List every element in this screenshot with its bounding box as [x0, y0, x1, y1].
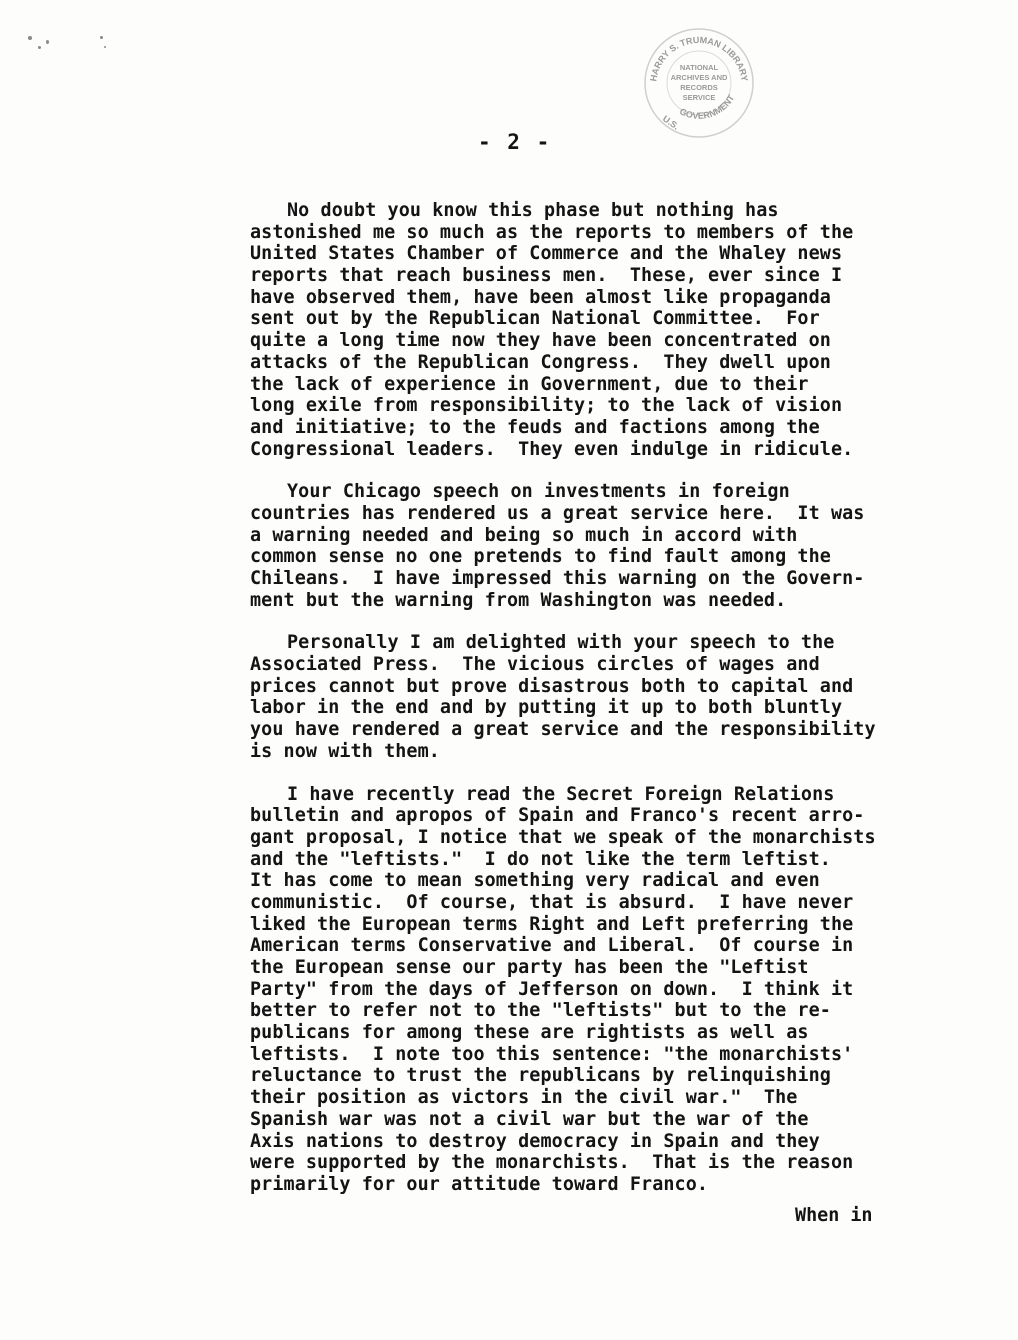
text-line: ment but the warning from Washington was needed. [250, 589, 787, 611]
paper-speck [38, 46, 41, 49]
stamp-line-service: SERVICE [682, 93, 716, 102]
archives-stamp-seal [640, 24, 758, 142]
text-line: reluctance to trust the republicans by relinquishing [250, 1065, 831, 1087]
text-line: Chileans. I have impressed this warning on the Govern- [250, 568, 865, 589]
page-number: - 2 - [478, 130, 552, 154]
text-line: sent out by the Republican National Committee. For [250, 308, 820, 330]
paragraph-business-reports [250, 200, 950, 460]
text-line: long exile from responsibility; to the lack of vision [250, 395, 843, 417]
paragraph-chicago-speech [250, 481, 950, 611]
text-line: It has come to mean something very radical and even [250, 870, 820, 892]
text-line: better to refer not to the "leftists" but to the re- [250, 1000, 831, 1022]
paper-speck [28, 36, 32, 40]
text-line: common sense no one pretends to find fault among the [250, 546, 831, 568]
text-line: leftists. I note too this sentence: "the monarchists' [250, 1043, 854, 1065]
paper-speck [100, 36, 103, 39]
text-line: the lack of experience in Government, due to their [250, 373, 809, 395]
continuation-catchword: When in [795, 1205, 873, 1226]
text-line: Personally I am delighted with your speech to the [287, 632, 835, 654]
text-line: you have rendered a great service and the responsibility [250, 719, 876, 741]
stamp-line-national: NATIONAL [679, 63, 719, 72]
text-line: reports that reach business men. These, ever since I [250, 265, 843, 287]
text-line: Associated Press. The vicious circles of wages and [250, 654, 820, 676]
paragraph-spain-franco [250, 784, 950, 1196]
text-line: communistic. Of course, that is absurd. I have never [250, 891, 854, 913]
text-line: astonished me so much as the reports to members of the [250, 221, 854, 243]
text-line: labor in the end and by putting it up to both bluntly [250, 697, 843, 719]
text-line: quite a long time now they have been concentrated on [250, 330, 831, 352]
text-line: primarily for our attitude toward Franco. [250, 1173, 709, 1195]
text-line: and initiative; to the feuds and factions among the [250, 416, 820, 438]
text-line: American terms Conservative and Liberal. Of course in [250, 935, 854, 957]
text-line: have observed them, have been almost like propaganda [250, 286, 831, 308]
text-line: Party" from the days of Jefferson on down. I think it [250, 978, 854, 1000]
text-line: Congressional leaders. They even indulge in ridicule. [250, 438, 854, 460]
text-line: gant proposal, I notice that we speak of the monarchists [250, 826, 876, 848]
text-line: I have recently read the Secret Foreign Relations [287, 783, 835, 805]
text-line: Your Chicago speech on investments in foreign [287, 481, 790, 503]
stamp-line-archives: ARCHIVES AND [670, 73, 728, 82]
stamp-top-arc-text: HARRY S. TRUMAN LIBRARY [648, 34, 750, 83]
text-line: United States Chamber of Commerce and the Whaley news [250, 243, 843, 265]
text-line: bulletin and apropos of Spain and Franco's recent arro- [250, 805, 865, 827]
paper-speck [104, 46, 106, 48]
text-line: liked the European terms Right and Left preferring the [250, 913, 854, 935]
paragraph-associated-press [250, 632, 950, 762]
text-line: publicans for among these are rightists as well as [250, 1022, 809, 1044]
stamp-line-records: RECORDS [680, 83, 718, 92]
text-line: prices cannot but prove disastrous both to capital and [250, 675, 854, 697]
text-line: the European sense our party has been the "Leftist [250, 957, 809, 978]
text-line: their position as victors in the civil war." The [250, 1087, 798, 1109]
text-line: attacks of the Republican Congress. They dwell upon [250, 351, 831, 373]
text-line: Axis nations to destroy democracy in Spain and they [250, 1130, 820, 1152]
text-line: were supported by the monarchists. That is the reason [250, 1152, 854, 1174]
text-line: Spanish war was not a civil war but the war of the [250, 1108, 809, 1130]
stamp-bottom-arc-text: GOVERNMENT [678, 93, 737, 121]
text-line: and the "leftists." I do not like the term leftist. [250, 848, 831, 870]
text-line: countries has rendered us a great service here. It was [250, 502, 865, 524]
paper-speck [46, 40, 49, 44]
letter-body [250, 200, 950, 1217]
text-line: No doubt you know this phase but nothing has [287, 200, 779, 221]
text-line: is now with them. [250, 740, 440, 762]
stamp-line-us: U.S. [660, 113, 681, 132]
text-line: a warning needed and being so much in accord with [250, 524, 798, 546]
